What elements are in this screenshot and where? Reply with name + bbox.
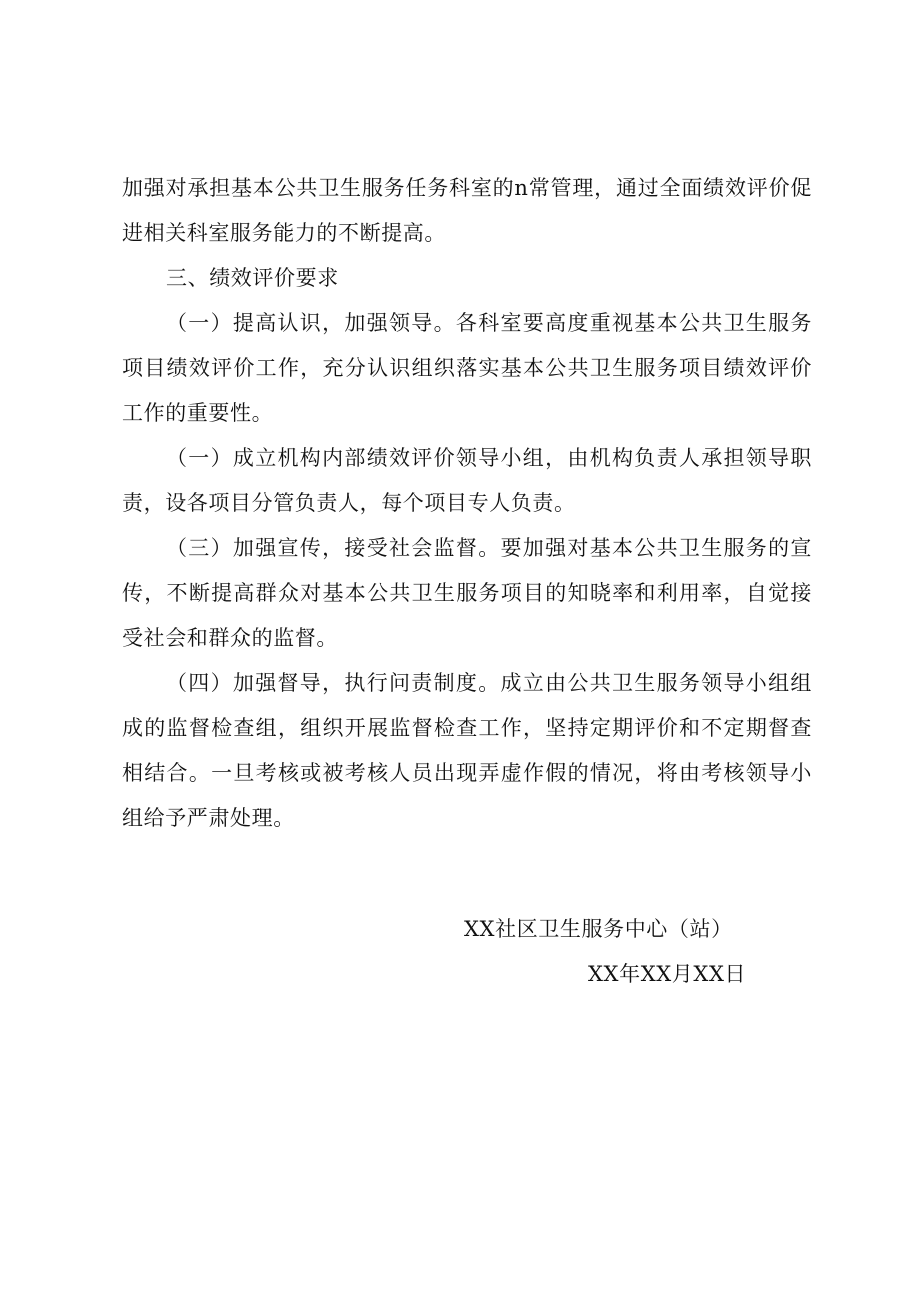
- signature-date: XX年XX月XX日: [588, 962, 747, 986]
- item-1-paragraph: （一）提高认识，加强领导。各科室要高度重视基本公共卫生服务项目绩效评价工作，充分认识组织落实基本公共卫生服务项目绩效评价工作的重要性。: [122, 311, 812, 425]
- section-heading: 三、绩效评价要求: [166, 266, 339, 290]
- item-2-paragraph: （一）成立机构内部绩效评价领导小组，由机构负责人承担领导职责，设各项目分管负责人，每个项目专人负责。: [122, 446, 812, 515]
- signature-organization: XX社区卫生服务中心（站）: [464, 917, 733, 941]
- item-3-paragraph: （三）加强宣传，接受社会监督。要加强对基本公共卫生服务的宣传，不断提高群众对基本公共卫生服务项目的知晓率和利用率，自觉接受社会和群众的监督。: [122, 536, 812, 650]
- item-4-paragraph: （四）加强督导，执行问责制度。成立由公共卫生服务领导小组组成的监督检查组，组织开展监督检查工作，坚持定期评价和不定期督查相结合。一旦考核或被考核人员出现弄虚作假的情况，将由考核领导小组给予严肃处理。: [122, 671, 812, 830]
- intro-paragraph: 加强对承担基本公共卫生服务任务科室的n常管理，通过全面绩效评价促进相关科室服务能力的不断提高。: [122, 176, 812, 245]
- document-body: [122, 166, 812, 841]
